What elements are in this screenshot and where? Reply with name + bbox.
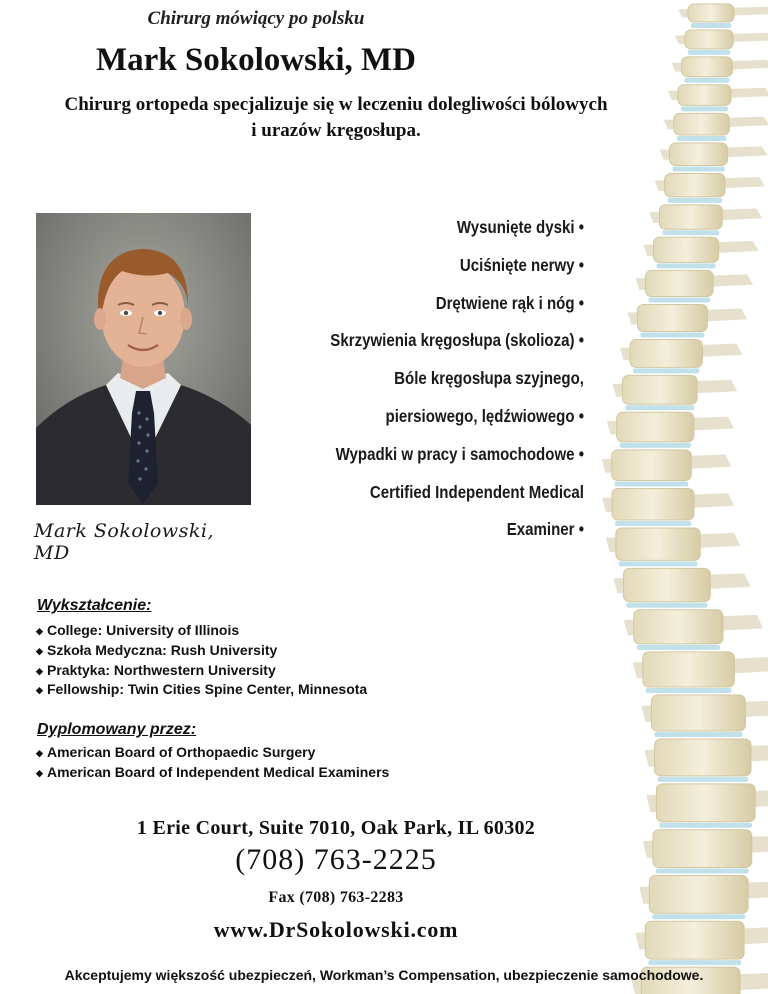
vertebra xyxy=(665,174,725,197)
diamond-bullet-icon: ◆ xyxy=(36,645,43,656)
vertebra xyxy=(612,489,694,521)
vertebra xyxy=(643,652,735,687)
education-title: Wykształcenie: xyxy=(37,597,152,614)
list-item: ◆ Praktyka: Northwestern University xyxy=(36,661,367,681)
vertebra xyxy=(651,695,745,731)
intervertebral-disc xyxy=(615,482,689,487)
condition-item: Skrzywienia kręgosłupa (skolioza) • xyxy=(330,330,584,351)
doctor-portrait-icon xyxy=(36,213,251,505)
vertebra xyxy=(634,610,723,644)
intervertebral-disc xyxy=(620,443,691,448)
intervertebral-disc xyxy=(633,368,699,373)
certification-title: Dyplomowany przez: xyxy=(37,721,197,738)
address: 1 Erie Court, Suite 7010, Oak Park, IL 60302 xyxy=(136,817,536,839)
vertebra xyxy=(674,113,730,135)
vertebra xyxy=(616,528,700,560)
intervertebral-disc xyxy=(677,136,727,141)
insurance-note: Akceptujemy większość ubezpieczeń, Workman’s Compensation, ubezpieczenie samochodowe. xyxy=(64,967,704,983)
diamond-bullet-icon: ◆ xyxy=(36,665,43,676)
tagline: Chirurg mówiący po polsku xyxy=(147,8,365,29)
condition-item: Bóle kręgosłupa szyjnego, xyxy=(394,368,584,389)
condition-item: Wypadki w pracy i samochodowe • xyxy=(335,443,584,464)
vertebra xyxy=(630,340,702,368)
intervertebral-disc xyxy=(615,521,691,526)
vertebra xyxy=(670,143,728,166)
diamond-bullet-icon: ◆ xyxy=(36,685,43,696)
doctor-signature: Mark Sokolowski, MD xyxy=(34,520,214,564)
vertebra xyxy=(612,450,692,481)
phone-number: (708) 763-2225 xyxy=(235,843,437,876)
intervertebral-disc xyxy=(662,230,719,235)
list-item: ◆ Szkoła Medyczna: Rush University xyxy=(36,641,367,661)
condition-item: Uciśnięte nerwy • xyxy=(459,254,584,275)
intervertebral-disc xyxy=(640,333,704,338)
doctor-name: Mark Sokolowski, MD xyxy=(96,42,416,78)
intervertebral-disc xyxy=(681,106,728,111)
vertebra xyxy=(685,30,733,49)
intervertebral-disc xyxy=(658,777,748,782)
vertebra xyxy=(622,375,697,404)
education-list xyxy=(36,621,367,700)
vertebra xyxy=(659,205,722,229)
conditions-list xyxy=(289,209,584,549)
vertebra xyxy=(646,270,714,296)
intervertebral-disc xyxy=(668,198,722,203)
list-item: ◆ Fellowship: Twin Cities Spine Center, Minnesota xyxy=(36,680,367,700)
vertebra xyxy=(653,237,718,262)
specialty-line-2: i urazów kręgosłupa. xyxy=(251,120,421,141)
vertebra xyxy=(682,57,733,77)
intervertebral-disc xyxy=(637,645,720,650)
intervertebral-disc xyxy=(659,823,752,828)
intervertebral-disc xyxy=(625,405,694,410)
intervertebral-disc xyxy=(656,263,715,268)
vertebra xyxy=(688,4,734,22)
vertebra xyxy=(623,568,710,601)
vertebra xyxy=(637,305,707,332)
fax-number: Fax (708) 763-2283 xyxy=(268,889,404,906)
intervertebral-disc xyxy=(649,298,711,303)
intervertebral-disc xyxy=(673,167,725,172)
vertebra xyxy=(655,739,751,776)
specialty-description xyxy=(0,92,672,144)
condition-item: piersiowego, lędźwiowego • xyxy=(385,405,584,426)
intervertebral-disc xyxy=(648,960,741,965)
condition-item: Examiner • xyxy=(506,519,584,540)
condition-item: Drętwiene rąk i nóg • xyxy=(435,292,584,313)
diamond-bullet-icon: ◆ xyxy=(36,767,43,778)
vertebra xyxy=(678,85,731,106)
specialty-line-1: Chirurg ortopeda specjalizuje się w leczeniu dolegliwości bólowych xyxy=(64,94,608,115)
intervertebral-disc xyxy=(654,732,742,737)
website-link[interactable]: www.DrSokolowski.com xyxy=(213,917,459,942)
list-item: ◆ College: University of Illinois xyxy=(36,621,367,641)
intervertebral-disc xyxy=(688,50,730,55)
list-item: ◆ American Board of Orthopaedic Surgery xyxy=(36,743,389,763)
condition-item: Certified Independent Medical xyxy=(369,481,584,502)
intervertebral-disc xyxy=(619,561,697,566)
vertebra xyxy=(617,412,694,442)
diamond-bullet-icon: ◆ xyxy=(36,748,43,758)
intervertebral-disc xyxy=(691,23,731,28)
intervertebral-disc xyxy=(685,78,730,83)
certification-list xyxy=(36,743,389,783)
condition-item: Wysunięte dyski • xyxy=(456,217,584,237)
intervertebral-disc xyxy=(646,688,732,693)
list-item: ◆ American Board of Independent Medical Examiners xyxy=(36,763,389,783)
doctor-photo xyxy=(36,213,251,505)
diamond-bullet-icon: ◆ xyxy=(36,626,43,636)
intervertebral-disc xyxy=(626,603,707,608)
